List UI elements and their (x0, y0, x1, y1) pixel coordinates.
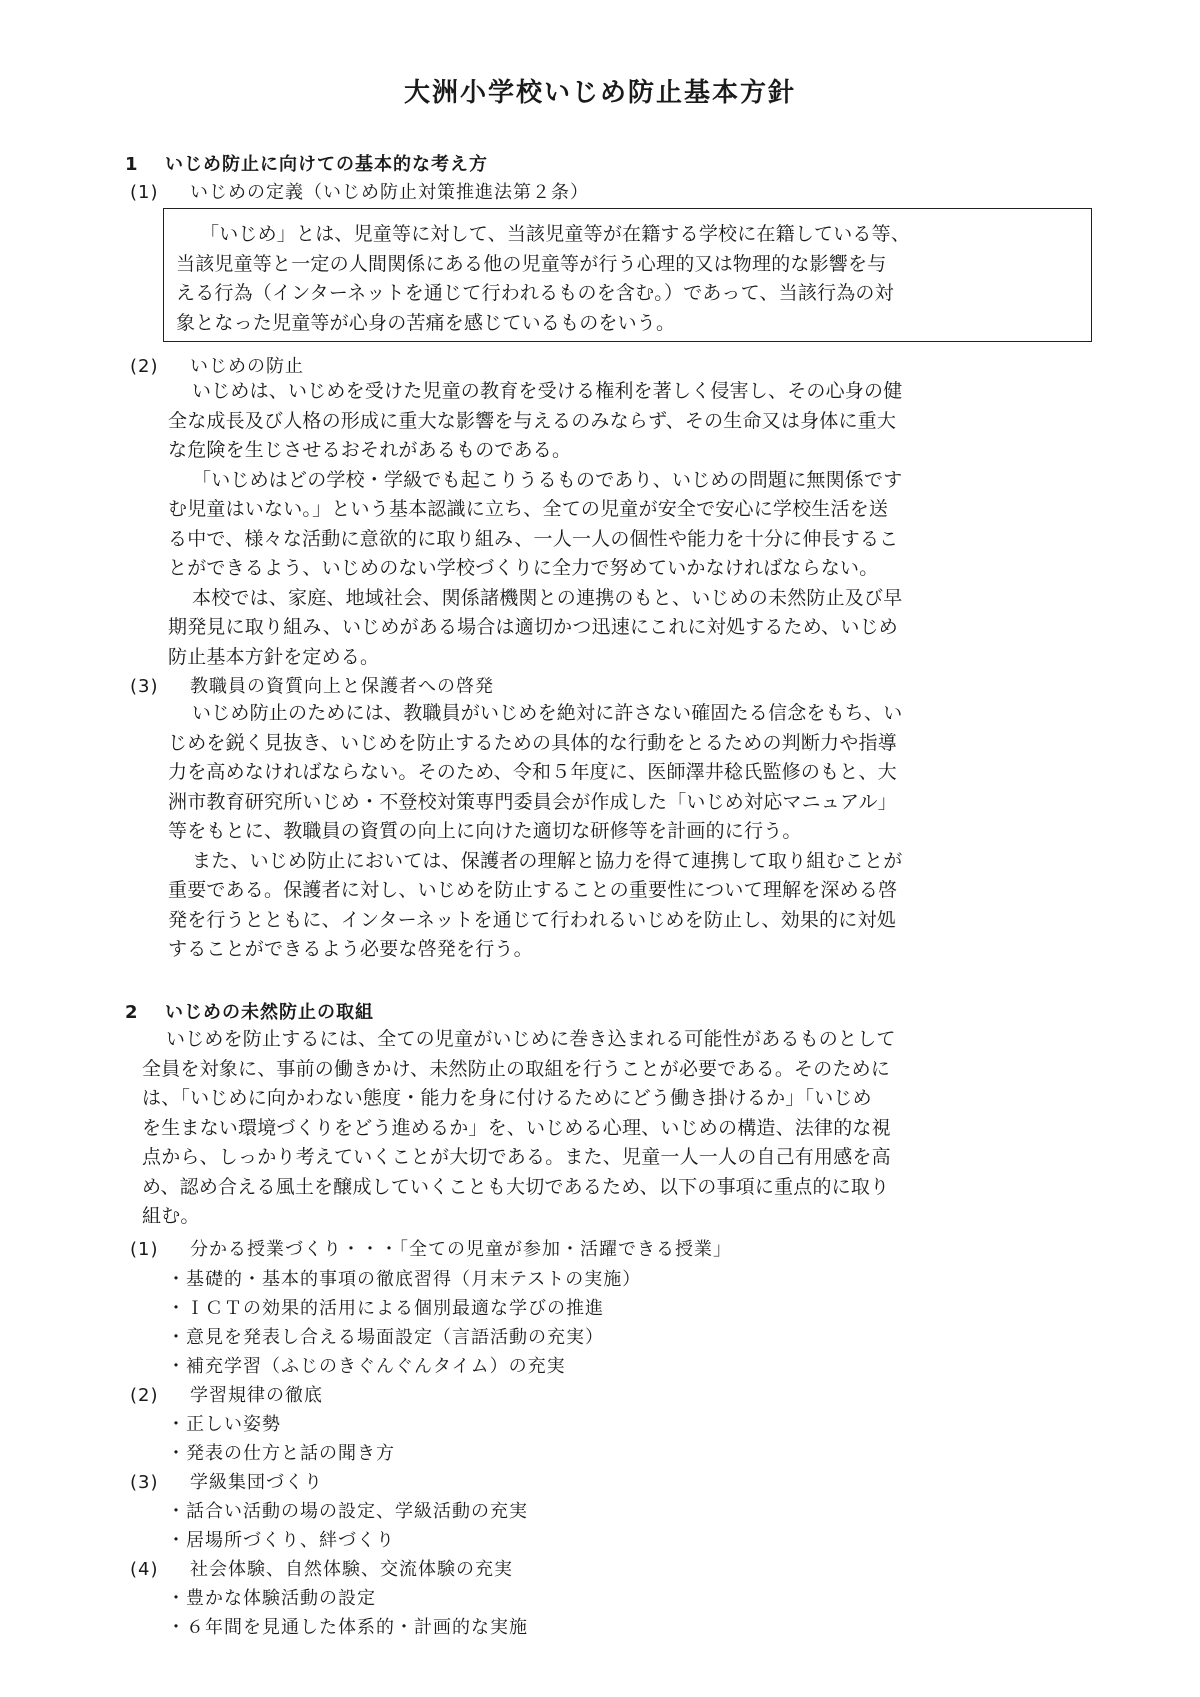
body-line: 組む。 (142, 1205, 200, 1227)
bullet-item: ・話合い活動の場の設定、学級活動の充実 (167, 1501, 528, 1522)
section-2-paragraph (142, 1025, 896, 1232)
body-line: 期発見に取り組み、いじめがある場合は適切かつ迅速にこれに対処するため、いじめ (168, 616, 898, 638)
body-line: 重要である。保護者に対し、いじめを防止することの重要性について理解を深める啓 (168, 879, 898, 901)
body-line: 等をもとに、教職員の資質の向上に向けた適切な研修等を計画的に行う。 (168, 820, 802, 842)
definition-paragraph (176, 220, 910, 338)
subsection-1-2-number: (2) (130, 356, 159, 377)
subsection-1-2-heading (130, 352, 304, 378)
item-2-3-heading (130, 1468, 323, 1494)
section-2-heading (125, 998, 374, 1024)
body-line: 全員を対象に、事前の働きかけ、未然防止の取組を行うことが必要である。そのために (142, 1057, 891, 1080)
bullet-item: ・基礎的・基本的事項の徹底習得（月末テストの実施） (167, 1269, 642, 1290)
body-line: することができるよう必要な啓発を行う。 (168, 938, 533, 960)
body-line: 「いじめはどの学校・学級でも起こりうるものであり、いじめの問題に無関係です (192, 468, 903, 491)
body-line: 全な成長及び人格の形成に重大な影響を与えるのみならず、その生命又は身体に重大 (168, 409, 897, 432)
item-2-2-title: 学習規律の徹底 (190, 1385, 323, 1406)
bullet-item: ・補充学習（ふじのきぐんぐんタイム）の充実 (167, 1356, 566, 1377)
body-line: 発を行うとともに、インターネットを通じて行われるいじめを防止し、効果的に対処 (168, 908, 896, 931)
item-2-2-heading (130, 1381, 323, 1407)
subsection-1-3-paragraph (168, 699, 902, 965)
definition-line: 当該児童等と一定の人間関係にある他の児童等が行う心理的又は物理的な影響を与 (176, 252, 887, 275)
body-line: 点から、しっかり考えていくことが大切である。また、児童一人一人の自己有用感を高 (142, 1146, 891, 1168)
page-title: 大洲小学校いじめ防止基本方針 (403, 78, 796, 108)
body-line: な危険を生じさせるおそれがあるものである。 (168, 439, 572, 461)
subsection-1-1-number: (1) (130, 182, 159, 203)
item-2-1-title: 分かる授業づくり・・・「全ての児童が参加・活躍できる授業」 (190, 1239, 732, 1260)
body-line: いじめは、いじめを受けた児童の教育を受ける権利を著しく侵害し、その心身の健 (192, 380, 903, 402)
body-line: 本校では、家庭、地域社会、関係諸機関との連携のもと、いじめの未然防止及び早 (192, 586, 903, 609)
body-line: とができるよう、いじめのない学校づくりに全力で努めていかなければならない。 (168, 557, 879, 579)
item-2-1-number: (1) (130, 1239, 159, 1260)
definition-line: 「いじめ」とは、児童等に対して、当該児童等が在籍する学校に在籍している等、 (200, 223, 911, 245)
body-line: いじめを防止するには、全ての児童がいじめに巻き込まれる可能性があるものとして (166, 1028, 896, 1050)
item-2-3-title: 学級集団づくり (190, 1472, 323, 1493)
bullet-item: ・発表の仕方と話の聞き方 (167, 1443, 395, 1464)
subsection-1-2-title: いじめの防止 (190, 356, 304, 377)
subsection-1-3-number: (3) (130, 676, 159, 697)
body-line: また、いじめ防止においては、保護者の理解と協力を得て連携して取り組むことが (192, 849, 903, 872)
item-2-2-number: (2) (130, 1385, 159, 1406)
item-2-4-title: 社会体験、自然体験、交流体験の充実 (190, 1559, 513, 1580)
subsection-1-1-heading (130, 178, 589, 204)
definition-line: える行為（インターネットを通じて行われるものを含む。）であって、当該行為の対 (176, 282, 894, 304)
definition-line: 象となった児童等が心身の苦痛を感じているものをいう。 (176, 311, 676, 334)
body-line: を生まない環境づくりをどう進めるか」を、いじめる心理、いじめの構造、法律的な視 (142, 1116, 891, 1139)
body-line: いじめ防止のためには、教職員がいじめを絶対に許さない確固たる信念をもち、い (192, 702, 903, 724)
body-line: 防止基本方針を定める。 (168, 645, 380, 668)
section-1-number: 1 (125, 154, 139, 175)
bullet-item: ・６年間を見通した体系的・計画的な実施 (167, 1617, 528, 1638)
section-1-heading (125, 150, 488, 176)
body-line: は、「いじめに向かわない態度・能力を身に付けるためにどう働き掛けるか」「いじめ (142, 1087, 872, 1109)
subsection-1-3-heading (130, 672, 494, 698)
bullet-item: ・ＩＣＴの効果的活用による個別最適な学びの推進 (167, 1298, 604, 1319)
bullet-item: ・正しい姿勢 (167, 1414, 281, 1435)
body-line: む児童はいない。」という基本認識に立ち、全ての児童が安全で安心に学校生活を送 (168, 498, 889, 520)
section-2-number: 2 (125, 1002, 139, 1023)
body-line: め、認め合える風土を醸成していくことも大切であるため、以下の事項に重点的に取り (142, 1175, 890, 1198)
subsection-1-2-paragraph (168, 377, 902, 672)
body-line: 力を高めなければならない。そのため、令和５年度に、医師澤井稔氏監修のもと、大 (168, 761, 897, 783)
body-line: 洲市教育研究所いじめ・不登校対策専門委員会が作成した「いじめ対応マニュアル」 (168, 790, 897, 813)
item-2-4-number: (4) (130, 1559, 159, 1580)
item-2-1-heading (130, 1235, 732, 1261)
body-line: る中で、様々な活動に意欲的に取り組み、一人一人の個性や能力を十分に伸長するこ (168, 527, 899, 550)
subsection-1-1-title: いじめの定義（いじめ防止対策推進法第２条） (190, 182, 589, 203)
bullet-item: ・意見を発表し合える場面設定（言語活動の充実） (167, 1327, 604, 1348)
bullet-item: ・居場所づくり、絆づくり (167, 1530, 395, 1551)
section-2-title: いじめの未然防止の取組 (165, 1002, 374, 1023)
item-2-3-number: (3) (130, 1472, 159, 1493)
body-line: じめを鋭く見抜き、いじめを防止するための具体的な行動をとるための判断力や指導 (168, 731, 897, 754)
section-1-title: いじめ防止に向けての基本的な考え方 (165, 154, 488, 175)
subsection-1-3-title: 教職員の資質向上と保護者への啓発 (190, 676, 494, 697)
item-2-4-heading (130, 1555, 513, 1581)
bullet-item: ・豊かな体験活動の設定 (167, 1588, 376, 1609)
